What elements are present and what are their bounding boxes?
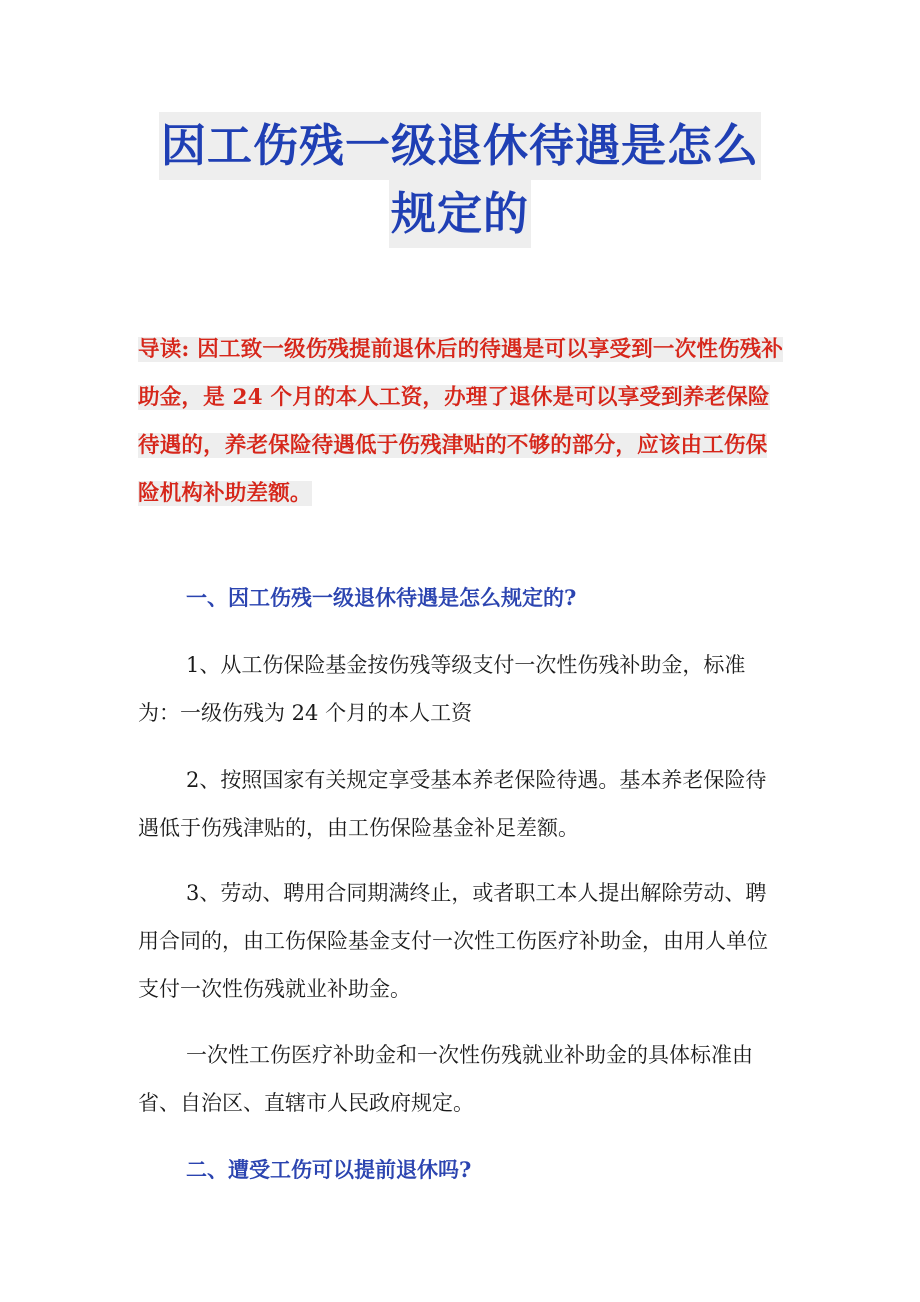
paragraph-3: 3、劳动、聘用合同期满终止，或者职工本人提出解除劳动、聘用合同的，由工伤保险基金支付一次性工伤医疗补助金，由用人单位支付一次性伤残就业补助金。 xyxy=(138,881,768,1001)
section-heading-1: 一、因工伤残一级退休待遇是怎么规定的? xyxy=(186,585,577,610)
title-line-2: 规定的 xyxy=(389,180,531,248)
paragraph-1: 1、从工伤保险基金按伤残等级支付一次性伤残补助金，标准为：一级伤残为 24 个月的本人工资 xyxy=(138,653,746,725)
paragraph-4: 一次性工伤医疗补助金和一次性伤残就业补助金的具体标准由省、自治区、直辖市人民政府规定。 xyxy=(138,1043,753,1115)
paragraph-2: 2、按照国家有关规定享受基本养老保险待遇。基本养老保险待遇低于伤残津贴的，由工伤保险基金补足差额。 xyxy=(138,768,767,840)
section-heading-2: 二、遭受工伤可以提前退休吗? xyxy=(186,1157,472,1182)
title-line-1: 因工伤残一级退休待遇是怎么 xyxy=(159,112,761,180)
intro-text: 导读: 因工致一级伤残提前退休后的待遇是可以享受到一次性伤残补助金，是 24 个月的本人工资，办理了退休是可以享受到养老保险待遇的，养老保险待遇低于伤残津贴的不够的部分，应该由工伤保险机构补助差额。 xyxy=(138,337,784,506)
intro-paragraph xyxy=(138,326,786,518)
document-title xyxy=(0,112,920,248)
